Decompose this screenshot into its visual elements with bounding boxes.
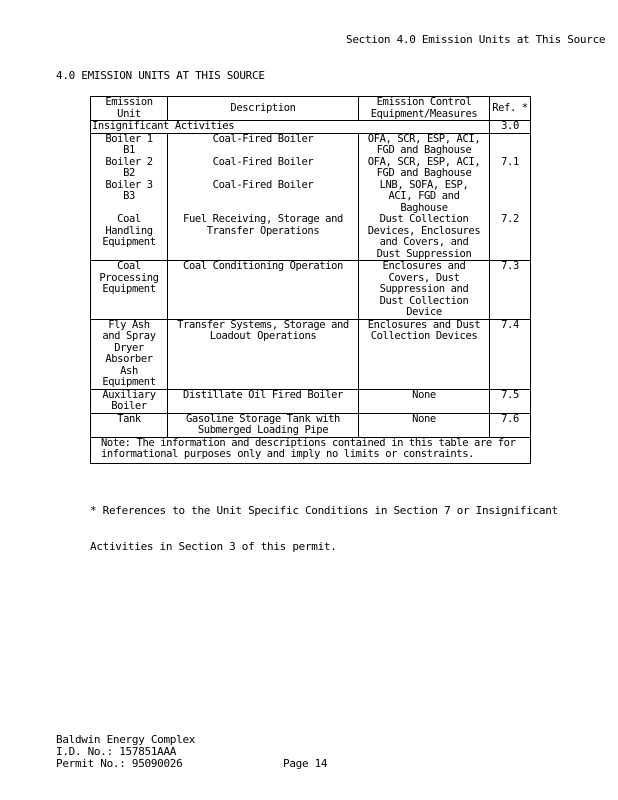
header-emission-unit: Emission Unit [91,97,168,121]
footnote: * References to the Unit Specific Conditions in Section 7 or Insignificant Activities in Section 3 of this permit. [90,504,558,553]
cell-description: Transfer Systems, Storage and Loadout Operations [168,319,359,389]
table-row [91,133,531,157]
header-control-measures: Emission Control Equipment/Measures [359,97,490,121]
table-note: Note: The information and descriptions contained in this table are for informational purposes only and imply no limits or constraints. [91,437,531,463]
cell-control-measures: None [359,413,490,437]
cell-ref: 7.6 [490,413,531,437]
cell-control-measures: None [359,389,490,413]
table-row [91,157,531,180]
footer-page-number: Page 14 [283,757,328,770]
cell-ref [490,133,531,157]
cell-emission-unit: Boiler 3 B3 [91,180,168,215]
cell-description: Distillate Oil Fired Boiler [168,389,359,413]
cell-description: Coal-Fired Boiler [168,157,359,180]
cell-emission-unit: Boiler 1 B1 [91,133,168,157]
cell-description: Coal-Fired Boiler [168,180,359,215]
table-row [91,261,531,320]
insignificant-activities-row [91,121,531,134]
insignificant-activities-ref: 3.0 [490,121,531,134]
footer-id-number: I.D. No.: 157851AAA [56,745,177,758]
cell-emission-unit: Coal Processing Equipment [91,261,168,320]
cell-ref: 7.2 [490,214,531,261]
cell-emission-unit: Fly Ash and Spray Dryer Absorber Ash Equipment [91,319,168,389]
cell-ref: 7.5 [490,389,531,413]
footer-permit-number: Permit No.: 95090026 [56,757,183,770]
table-row [91,180,531,215]
emission-units-table [90,96,531,464]
section-heading: 4.0 EMISSION UNITS AT THIS SOURCE [56,69,265,82]
table-header-row [91,97,531,121]
cell-control-measures: Enclosures and Dust Collection Devices [359,319,490,389]
cell-control-measures: Enclosures and Covers, Dust Suppression and Dust Collection Device [359,261,490,320]
cell-ref [490,180,531,215]
table-row [91,389,531,413]
table-note-row [91,437,531,463]
insignificant-activities-label: Insignificant Activities [91,121,490,134]
cell-description: Coal Conditioning Operation [168,261,359,320]
header-description: Description [168,97,359,121]
cell-control-measures: LNB, SOFA, ESP, ACI, FGD and Baghouse [359,180,490,215]
cell-description: Fuel Receiving, Storage and Transfer Operations [168,214,359,261]
cell-control-measures: OFA, SCR, ESP, ACI, FGD and Baghouse [359,133,490,157]
cell-ref: 7.3 [490,261,531,320]
table-row [91,214,531,261]
cell-ref: 7.1 [490,157,531,180]
table-row [91,413,531,437]
cell-emission-unit: Coal Handling Equipment [91,214,168,261]
running-header: Section 4.0 Emission Units at This Source [346,33,606,46]
cell-emission-unit: Tank [91,413,168,437]
cell-description: Gasoline Storage Tank with Submerged Loading Pipe [168,413,359,437]
cell-emission-unit: Boiler 2 B2 [91,157,168,180]
header-ref: Ref. * [490,97,531,121]
cell-ref: 7.4 [490,319,531,389]
cell-control-measures: OFA, SCR, ESP, ACI, FGD and Baghouse [359,157,490,180]
footer-facility-name: Baldwin Energy Complex [56,733,196,746]
cell-control-measures: Dust Collection Devices, Enclosures and Covers, and Dust Suppression [359,214,490,261]
table-row [91,319,531,389]
cell-description: Coal-Fired Boiler [168,133,359,157]
cell-emission-unit: Auxiliary Boiler [91,389,168,413]
